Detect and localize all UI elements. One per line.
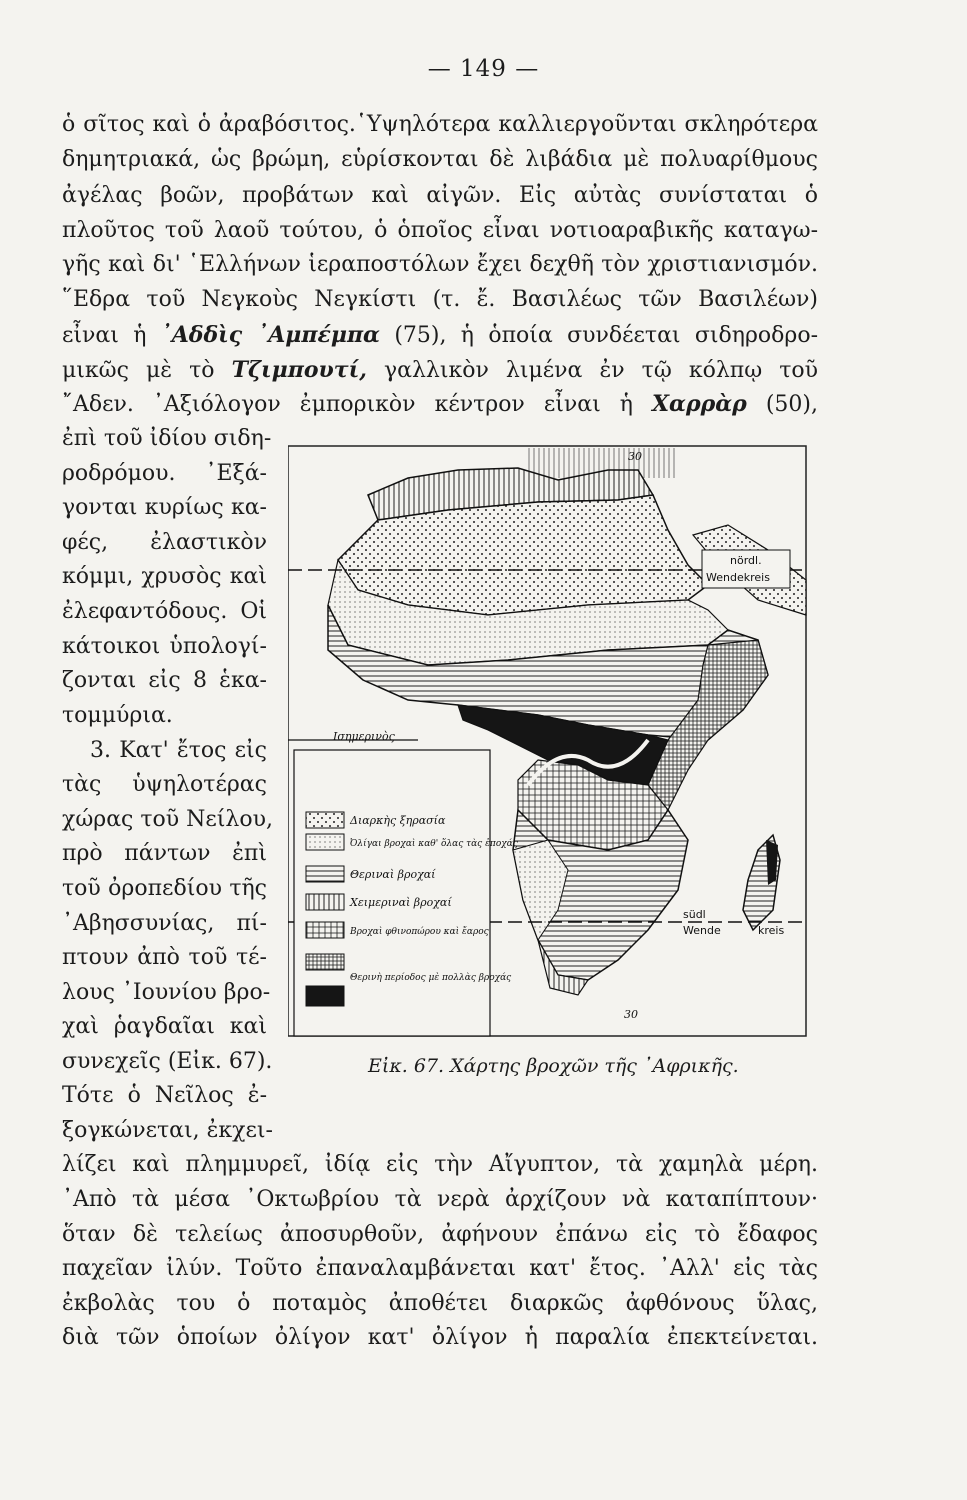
text-line: ξογκώνεται, ἐκχει- [62, 1118, 273, 1143]
place-name-harar: Χαρρὰρ [651, 391, 747, 417]
text-line: κόμμι, χρυσὸς καὶ [62, 564, 267, 589]
legend-label: Θεριναὶ βροχαί [350, 868, 436, 881]
text-line: Τότε ὁ Νεῖλος ἐ- [62, 1083, 267, 1108]
legend-swatch [306, 834, 344, 850]
longitude-label: 30 [628, 450, 642, 463]
text-line: τὰς ὑψηλοτέρας [62, 772, 267, 797]
text-line: ᾿Αβησσυνίας, πί- [62, 911, 267, 936]
equator-label: Ισημερινὸς [333, 730, 395, 743]
legend-swatch [306, 894, 344, 910]
legend-swatch [306, 812, 344, 828]
africa-rainfall-map [288, 440, 808, 1040]
text-line: ᾿Απὸ τὰ μέσα ᾿Οκτωβρίου τὰ νερὰ ἀρχίζουν νὰ καταπίπτουν· [62, 1187, 818, 1212]
text-line: λίζει καὶ πλημμυρεῖ, ἰδίᾳ εἰς τὴν Αἴγυπτον, τὰ χαμηλὰ μέρη. [62, 1152, 818, 1177]
legend-label: Βροχαὶ φθινοπώρου καὶ ἔαρος [350, 927, 489, 937]
text-line: χώρας τοῦ Νείλου, [62, 807, 273, 832]
text-line: λους ᾿Ιουνίου βρο- [62, 980, 271, 1005]
text-line: ζονται εἰς 8 ἑκα- [62, 668, 267, 693]
legend-label: Διαρκὴς ξηρασία [350, 814, 446, 827]
legend-swatch [306, 954, 344, 970]
text-line: κάτοικοι ὑπολογί- [62, 634, 267, 659]
text-line: συνεχεῖς (Εἰκ. 67). [62, 1049, 273, 1074]
text-run: ῎Αδεν. ᾿Αξιόλογον ἐμπορικὸν κέντρον εἶναι ἡ [62, 392, 652, 417]
text-line: δημητριακά, ὡς βρώμη, εὑρίσκονται δὲ λιβάδια μὲ πολυαρίθμους [62, 147, 818, 172]
text-line: ὁ σῖτος καὶ ὁ ἀραβόσιτος.῾Υψηλότερα καλλιεργοῦνται σκληρότερα [62, 112, 818, 137]
text-line: πρὸ πάντων ἐπὶ [62, 841, 267, 866]
north-tropic-label: Wendekreis [706, 571, 770, 584]
text-line: ἐπὶ τοῦ ἰδίου σιδη- [62, 426, 272, 451]
north-tropic-label: nördl. [730, 554, 762, 567]
place-name-addis-ababa: ᾿Αδδὶς ᾿Αμπέμπα [160, 322, 380, 348]
legend-swatch [306, 986, 344, 1006]
text-line: ἐλεφαντόδους. Οἱ [62, 599, 267, 624]
place-name-djibouti: Τζιμπουτί, [231, 357, 367, 383]
text-line: παχεῖαν ἰλύν. Τοῦτο ἐπαναλαμβάνεται κατ' ἔτος. ᾿Αλλ' εἰς τὰς [62, 1256, 818, 1281]
text-line: τομμύρια. [62, 703, 173, 728]
legend-label: Χειμεριναὶ βροχαί [350, 896, 452, 909]
text-line: γῆς καὶ δι' ῾Ελλήνων ἱεραποστόλων ἔχει δεχθῆ τὸν χριστιανισμόν. [62, 252, 818, 277]
text-run: μικῶς μὲ τὸ [62, 358, 232, 383]
text-run: γαλλικὸν λιμένα ἐν τῷ κόλπῳ τοῦ [366, 358, 819, 383]
legend-label: Ὀλίγαι βροχαὶ καθ' ὅλας τὰς ἐποχάς [350, 839, 518, 849]
text-line: ἐκβολὰς του ὁ ποταμὸς ἀποθέτει διαρκῶς ἀφθόνους ὕλας, [62, 1291, 818, 1316]
text-line: φές, ἐλαστικὸν [62, 530, 267, 555]
legend-label: Θερινὴ περίοδος μὲ πολλὰς βροχάς [350, 973, 512, 983]
map-svg [288, 440, 808, 1040]
text-line: 3. Κατ' ἔτος εἰς [90, 738, 267, 763]
text-line: ροδρόμου. ᾿Εξά- [62, 461, 267, 486]
legend-swatch [306, 866, 344, 882]
longitude-label: 30 [624, 1008, 638, 1021]
text-line: γονται κυρίως κα- [62, 495, 267, 520]
text-run: (50), [746, 392, 818, 417]
text-run: εἶναι ἡ [62, 323, 161, 348]
south-tropic-label: kreis [758, 924, 785, 937]
text-run: (75), ἡ ὁποία συνδέεται σιδηροδρο- [379, 323, 818, 348]
page-number: — 149 — [427, 56, 540, 82]
text-line [62, 355, 818, 386]
south-tropic-label: südl [683, 908, 706, 921]
text-line [62, 389, 818, 420]
map-legend [294, 750, 519, 1036]
text-line: τοῦ ὀροπεδίου τῆς [62, 876, 267, 901]
text-line [62, 320, 818, 351]
south-tropic-label: Wende [683, 924, 721, 937]
text-line: ἀγέλας βοῶν, προβάτων καὶ αἰγῶν. Εἰς αὐτὰς συνίσταται ὁ [62, 183, 818, 208]
figure-caption: Εἰκ. 67. Χάρτης βροχῶν τῆς ᾿Αφρικῆς. [368, 1055, 739, 1077]
text-line: ῞Εδρα τοῦ Νεγκοὺς Νεγκίστι (τ. ἔ. Βασιλέως τῶν Βασιλέων) [62, 287, 818, 312]
text-line: διὰ τῶν ὁποίων ὀλίγον κατ' ὀλίγον ἡ παραλία ἐπεκτείνεται. [62, 1325, 818, 1350]
text-line: πλοῦτος τοῦ λαοῦ τούτου, ὁ ὁποῖος εἶναι νοτιοαραβικῆς καταγω- [62, 218, 818, 243]
legend-swatch [306, 922, 344, 938]
text-line: ὅταν δὲ τελείως ἀποσυρθοῦν, ἀφήνουν ἐπάνω εἰς τὸ ἔδαφος [62, 1222, 818, 1247]
text-line: χαὶ ῥαγδαῖαι καὶ [62, 1014, 267, 1039]
text-line: πτουν ἀπὸ τοῦ τέ- [62, 945, 267, 970]
